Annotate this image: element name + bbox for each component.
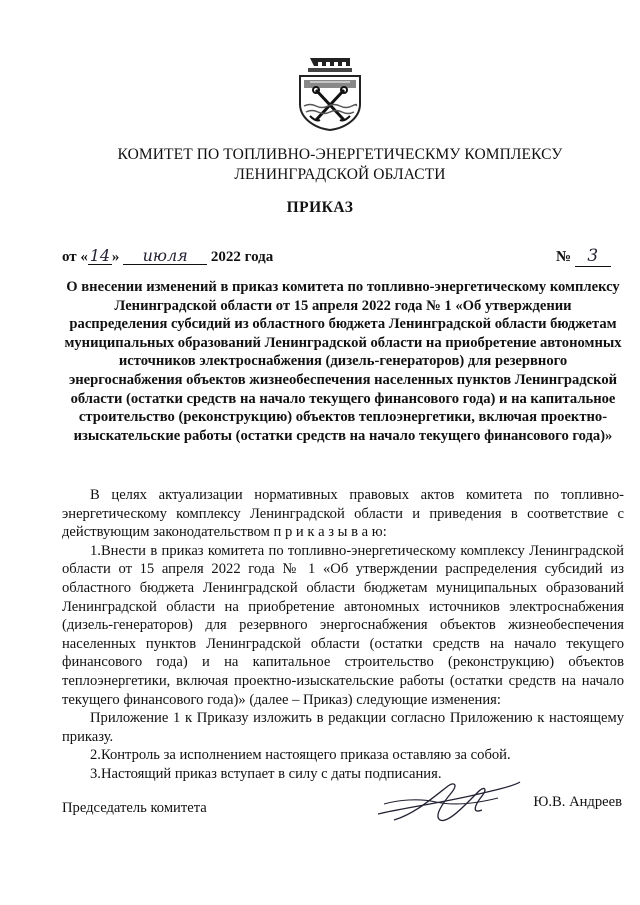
item-3-paragraph: 3.Настоящий приказ вступает в силу с даты подписания. — [90, 765, 442, 782]
document-subject: О внесении изменений в приказ комитета по топливно-энергетическому комплексу Ленинградской области от 15 апреля 2022 года № 1 «Об утверждении распределения субсидий из областного бюджета Ленинградской области бюджетам муниципальных образований Ленинградской области на приобретение автономных источников электроснабжения (дизель-генераторов) для резервного энергоснабжения объектов жизнеобеспечения населенных пунктов Ленинградской области (остатки средств на начало текущего финансового года) и на капитальное строительство (реконструкцию) объектов теплоэнергетики, включая проектно-изыскательские работы (остатки средств на начало текущего финансового года)» — [64, 279, 622, 444]
organization-name-line1: КОМИТЕТ ПО ТОПЛИВНО-ЭНЕРГЕТИЧЕСКМУ КОМПЛЕКСУ — [117, 146, 563, 163]
item-1-paragraph: 1.Внести в приказ комитета по топливно-энергетическому комплексу Ленинградской области от 15 апреля 2022 года № 1 «Об утверждении распределения субсидий из областного бюджета Ленинградской области бюджетам муниципальных образований Ленинградской области на приобретение автономных источников электроснабжения (дизель-генераторов) для резервного энергоснабжения объектов жизнеобеспечения населенных пунктов Ленинградской области (остатки средств на начало текущего финансового года) и на капитальное строительство (реконструкцию) объектов теплоэнергетики, включая проектно-изыскательские работы (остатки средств на начало текущего финансового года)» (далее – Приказ) следующие изменения: — [62, 542, 624, 708]
number-value: 3 — [575, 246, 611, 267]
date-month: июля — [123, 248, 207, 265]
document-number — [556, 246, 611, 267]
item-1-change-paragraph: Приложение 1 к Приказу изложить в редакции согласно Приложению к настоящему приказу. — [62, 710, 624, 745]
organization-name-line2: ЛЕНИНГРАДСКОЙ ОБЛАСТИ — [234, 166, 446, 183]
number-label: № — [556, 249, 572, 265]
date-year: 2022 года — [210, 249, 274, 265]
signatory-title: Председатель комитета — [62, 800, 207, 816]
item-2-paragraph: 2.Контроль за исполнением настоящего приказа оставляю за собой. — [90, 747, 511, 764]
document-body — [62, 486, 624, 784]
document-type: ПРИКАЗ — [286, 199, 354, 216]
leningrad-oblast-coat-of-arms-icon — [296, 56, 364, 132]
preamble-paragraph: В целях актуализации нормативных правовых актов комитета по топливно-энергетическому комплексу Ленинградской области и приведения в соответствие с действующим законодательством п р и к а з ы в а ю: — [62, 487, 624, 541]
signatory-name: Ю.В. Андреев — [533, 794, 622, 810]
document-date — [62, 248, 273, 266]
date-day: 14 — [89, 246, 111, 265]
handwritten-signature — [374, 774, 524, 830]
date-prefix: от « — [62, 249, 88, 265]
organization-name — [60, 145, 620, 185]
date-mid: » — [111, 249, 120, 265]
